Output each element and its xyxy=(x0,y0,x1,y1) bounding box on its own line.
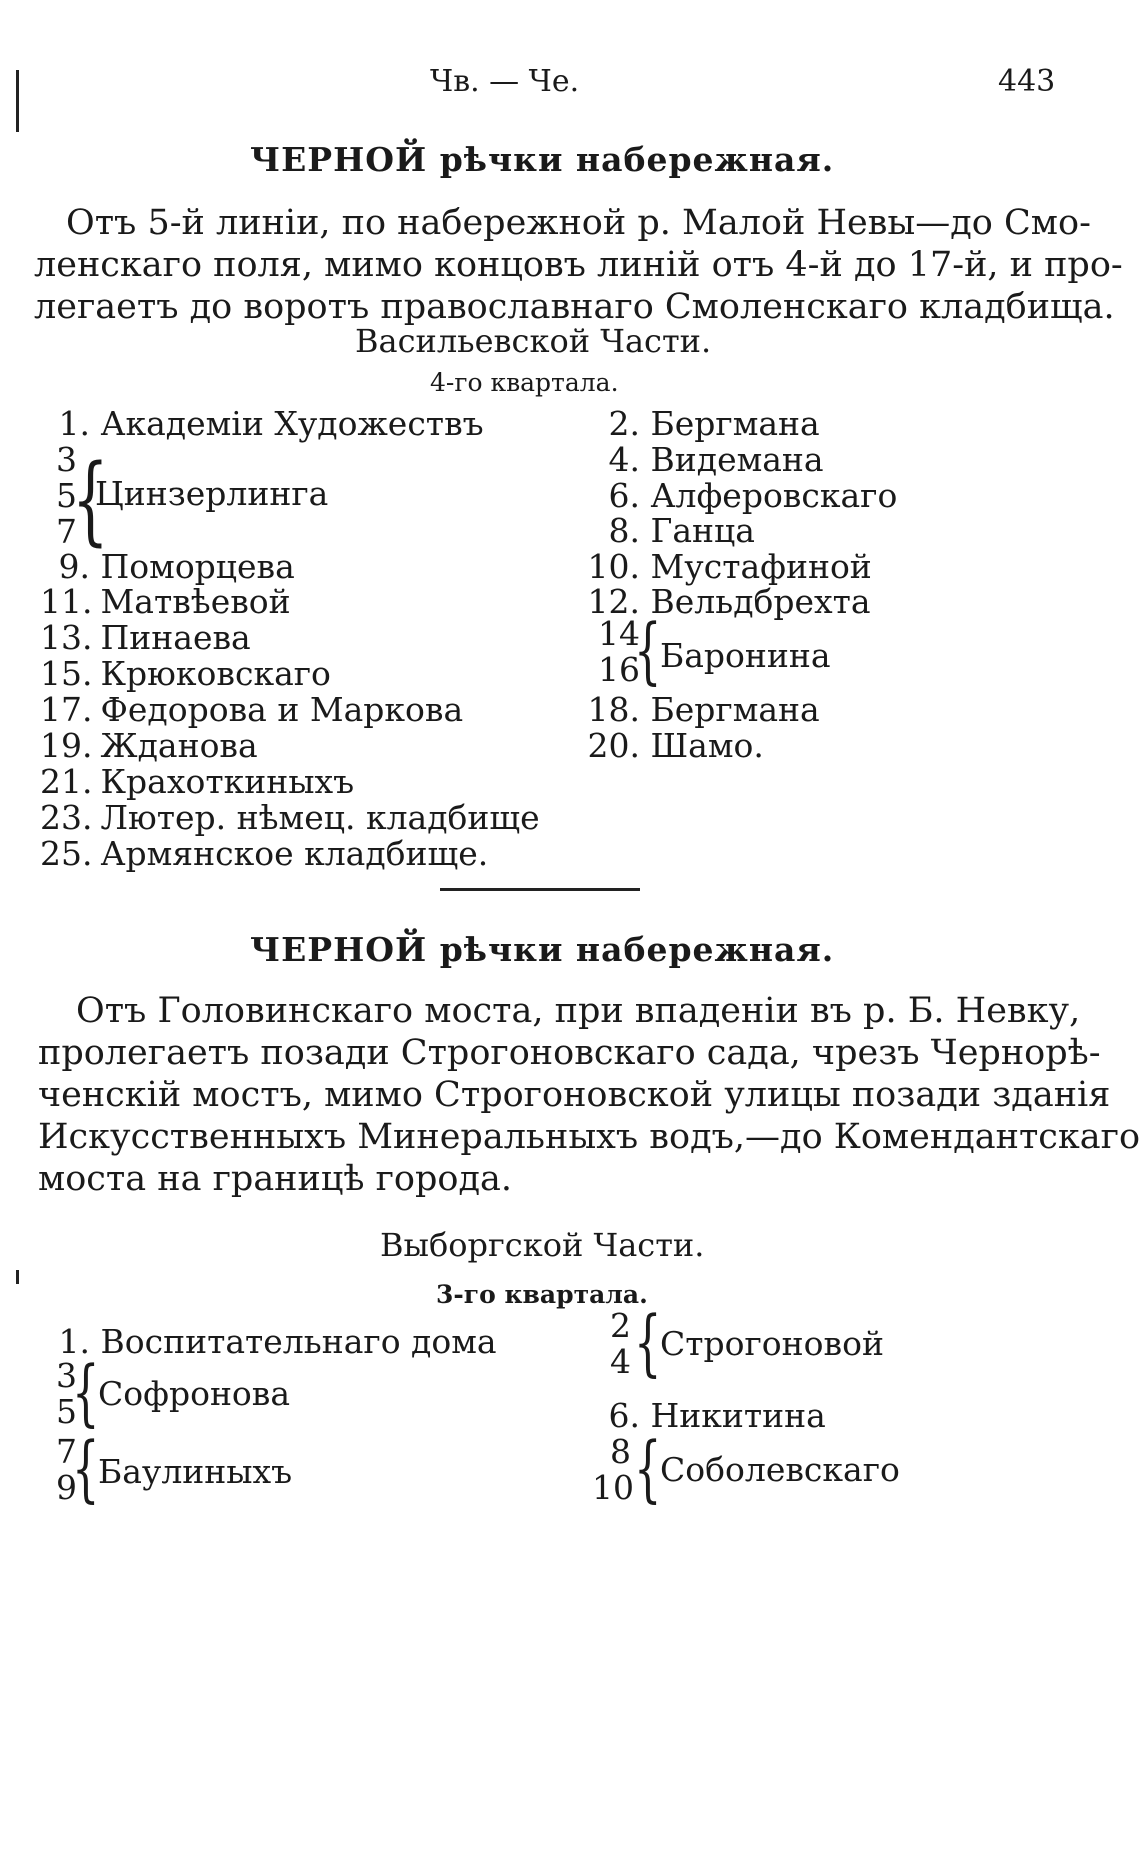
margin-mark xyxy=(16,1270,19,1284)
margin-mark xyxy=(16,70,19,132)
owner-name: Соболевскаго xyxy=(660,1450,900,1489)
list-item xyxy=(40,404,484,443)
list-item xyxy=(40,582,291,621)
list-item xyxy=(40,762,354,801)
owner-name: Пинаева xyxy=(100,618,251,657)
house-number: 6. xyxy=(608,1396,640,1435)
owner-name: Матвѣевой xyxy=(100,582,291,621)
house-number: 17. xyxy=(40,690,93,729)
page-number: 443 xyxy=(998,64,1056,99)
house-number: 2 xyxy=(610,1306,631,1345)
house-number: 12. xyxy=(587,582,640,621)
house-number: 11. xyxy=(40,582,93,621)
district-title: Выборгской Части. xyxy=(380,1226,705,1264)
owner-name: Лютер. нѣмец. кладбище xyxy=(100,798,540,837)
paragraph-line: Искусственныхъ Минеральныхъ водъ,—до Комендантскаго xyxy=(38,1117,1140,1157)
quarter-title: 4-го квартала. xyxy=(430,368,619,397)
list-item xyxy=(40,654,331,693)
section-heading: ЧЕРНОЙ рѣчки набережная. xyxy=(250,930,835,969)
house-number: 3 xyxy=(56,1356,77,1395)
house-number: 6. xyxy=(608,476,640,515)
list-item xyxy=(40,834,488,873)
brace-glyph: { xyxy=(72,1350,100,1434)
owner-name: Вельдбрехта xyxy=(650,582,871,621)
owner-name: Алферовскаго xyxy=(650,476,898,515)
owner-name: Баронина xyxy=(660,636,831,675)
house-number: 9. xyxy=(58,547,90,586)
owner-name: Федорова и Маркова xyxy=(100,690,464,729)
house-number: 4 xyxy=(610,1342,631,1381)
owner-name: Академіи Художествъ xyxy=(100,404,484,443)
owner-name: Никитина xyxy=(650,1396,826,1435)
list-item xyxy=(580,690,820,729)
house-number: 25. xyxy=(40,834,93,873)
list-item xyxy=(580,476,897,515)
running-title: Чв. — Че. xyxy=(430,64,580,99)
house-number: 3 xyxy=(56,440,77,479)
owner-name: Мустафиной xyxy=(650,547,872,586)
house-number: 13. xyxy=(40,618,93,657)
brace-glyph: { xyxy=(634,1426,662,1510)
house-number: 21. xyxy=(40,762,93,801)
paragraph-line: Отъ 5-й линіи, по набережной р. Малой Невы—до Смо- xyxy=(66,203,1091,243)
owner-name: Строгоновой xyxy=(660,1324,884,1363)
paragraph-line: пролегаетъ позади Строгоновскаго сада, чрезъ Чернорѣ- xyxy=(38,1033,1101,1073)
list-item xyxy=(40,1322,497,1361)
list-item xyxy=(40,726,258,765)
owner-name: Видемана xyxy=(650,440,824,479)
brace-glyph: { xyxy=(634,1300,662,1384)
brace-glyph: { xyxy=(634,608,662,692)
house-number: 2. xyxy=(608,404,640,443)
house-number: 5 xyxy=(56,1392,77,1431)
paragraph-line: моста на границѣ города. xyxy=(38,1159,513,1199)
list-item xyxy=(40,690,463,729)
owner-name: Армянское кладбище. xyxy=(100,834,489,873)
house-number: 8. xyxy=(608,511,640,550)
list-item xyxy=(580,726,764,765)
section-heading: ЧЕРНОЙ рѣчки набережная. xyxy=(250,140,835,179)
owner-name: Жданова xyxy=(100,726,258,765)
quarter-title: 3-го квартала. xyxy=(436,1280,648,1309)
list-item xyxy=(580,547,872,586)
owner-name: Шамо. xyxy=(650,726,764,765)
owner-name: Софронова xyxy=(98,1374,291,1413)
house-number: 5 xyxy=(56,476,77,515)
list-item xyxy=(40,798,540,837)
owner-name: Бергмана xyxy=(650,690,820,729)
list-item xyxy=(580,511,755,550)
owner-name: Крюковскаго xyxy=(100,654,331,693)
list-item xyxy=(40,547,295,586)
owner-name: Крахоткиныхъ xyxy=(100,762,355,801)
brace-glyph: { xyxy=(72,1426,100,1510)
owner-name: Ганца xyxy=(650,511,755,550)
owner-name: Поморцева xyxy=(100,547,295,586)
list-item xyxy=(580,440,824,479)
owner-name: Цинзерлинга xyxy=(95,474,329,513)
paragraph-line: Отъ Головинскаго моста, при впаденіи въ р. Б. Невку, xyxy=(76,991,1081,1031)
paragraph-line: ленскаго поля, мимо концовъ линій отъ 4-й до 17-й, и про- xyxy=(34,245,1123,285)
owner-name: Баулиныхъ xyxy=(98,1452,293,1491)
paragraph-line: легаетъ до воротъ православнаго Смоленскаго кладбища. xyxy=(34,287,1115,327)
house-number: 16 xyxy=(598,650,640,689)
house-number: 10. xyxy=(587,547,640,586)
house-number: 14 xyxy=(598,614,640,653)
list-item xyxy=(580,404,820,443)
house-number: 15. xyxy=(40,654,93,693)
section-divider xyxy=(440,888,640,891)
house-number: 10 xyxy=(592,1468,634,1507)
owner-name: Бергмана xyxy=(650,404,820,443)
house-number: 18. xyxy=(587,690,640,729)
house-number: 19. xyxy=(40,726,93,765)
house-number: 1. xyxy=(58,1322,90,1361)
house-number: 1. xyxy=(58,404,90,443)
house-number: 23. xyxy=(40,798,93,837)
district-title: Васильевской Части. xyxy=(355,322,712,360)
list-item xyxy=(40,618,251,657)
house-number: 7 xyxy=(56,1432,77,1471)
house-number: 7 xyxy=(56,512,77,551)
paragraph-line: ченскій мостъ, мимо Строгоновской улицы позади зданія xyxy=(38,1075,1111,1115)
house-number: 20. xyxy=(587,726,640,765)
house-number: 4. xyxy=(608,440,640,479)
brace-glyph: { xyxy=(72,444,109,556)
owner-name: Воспитательнаго дома xyxy=(100,1322,497,1361)
house-number: 8 xyxy=(610,1432,631,1471)
house-number: 9 xyxy=(56,1468,77,1507)
